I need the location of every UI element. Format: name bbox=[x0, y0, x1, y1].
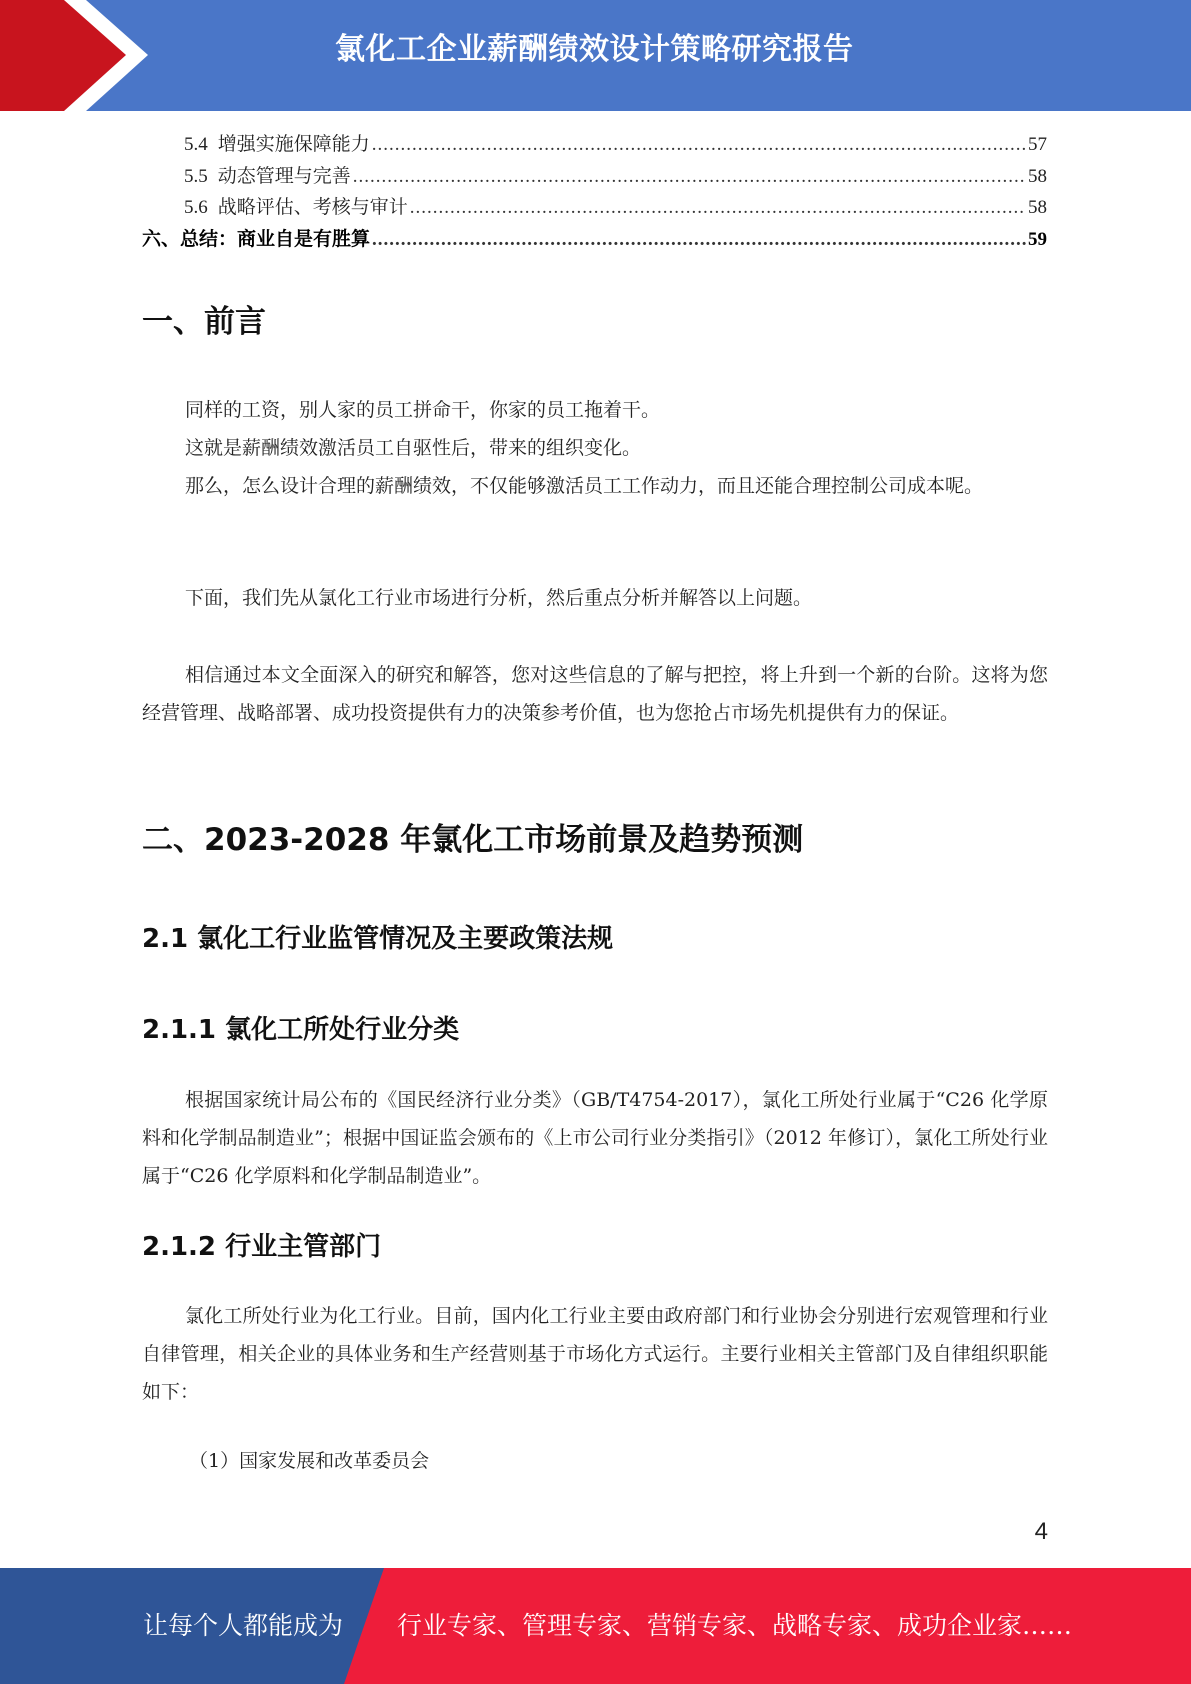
footer-slogan-right: 行业专家、管理专家、营销专家、战略专家、成功企业家…… bbox=[397, 1611, 1073, 1640]
paragraph: 下面，我们先从氯化工行业市场进行分析，然后重点分析并解答以上问题。 bbox=[185, 587, 813, 609]
toc-entry-5-5[interactable] bbox=[142, 161, 1047, 193]
toc-label: 动态管理与完善 bbox=[217, 165, 351, 187]
toc-number: 5.5 bbox=[184, 165, 208, 187]
paragraph: 相信通过本文全面深入的研究和解答，您对这些信息的了解与把控，将上升到一个新的台阶。这将为您经营管理、战略部署、成功投资提供有力的决策参考价值，也为您抢占市场先机提供有力的保证。 bbox=[142, 664, 1048, 724]
footer-slogan-left: 让每个人都能成为 bbox=[143, 1611, 344, 1640]
page-header bbox=[0, 0, 1191, 111]
report-title: 氯化工企业薪酬绩效设计策略研究报告 bbox=[335, 32, 854, 67]
toc-entry-5-6[interactable] bbox=[142, 192, 1047, 224]
paragraph: 那么，怎么设计合理的薪酬绩效，不仅能够激活员工工作动力，而且还能合理控制公司成本呢。 bbox=[185, 475, 984, 497]
paragraph: 同样的工资，别人家的员工拼命干，你家的员工拖着干。 bbox=[185, 399, 661, 421]
toc-number: 5.4 bbox=[184, 134, 208, 155]
table-of-contents bbox=[142, 129, 1047, 255]
paragraph: 氯化工所处行业为化工行业。目前，国内化工行业主要由政府部门和行业协会分别进行宏观管理和行业自律管理，相关企业的具体业务和生产经营则基于市场化方式运行。主要行业相关主管部门及自律组织职能如下： bbox=[142, 1305, 1048, 1403]
toc-page: 58 bbox=[1028, 197, 1047, 218]
heading-preface: 一、前言 bbox=[142, 304, 266, 340]
list-item: （1）国家发展和改革委员会 bbox=[189, 1450, 430, 1472]
toc-page: 58 bbox=[1028, 165, 1047, 187]
heading-market-forecast: 二、2023-2028 年氯化工市场前景及趋势预测 bbox=[142, 822, 804, 858]
page-number: 4 bbox=[1034, 1518, 1048, 1545]
toc-leader-dots bbox=[410, 197, 1026, 219]
toc-leader-dots bbox=[372, 229, 1026, 251]
heading-2-1-1: 2.1.1 氯化工所处行业分类 bbox=[142, 1015, 460, 1045]
toc-entry-6[interactable] bbox=[142, 224, 1047, 256]
toc-leader-dots bbox=[353, 166, 1026, 188]
toc-label: 战略评估、考核与审计 bbox=[217, 197, 408, 218]
paragraph: 这就是薪酬绩效激活员工自驱性后，带来的组织变化。 bbox=[185, 437, 642, 459]
heading-2-1-2: 2.1.2 行业主管部门 bbox=[142, 1232, 382, 1262]
toc-entry-5-4[interactable] bbox=[142, 129, 1047, 161]
toc-page: 59 bbox=[1028, 228, 1047, 250]
paragraph: 根据国家统计局公布的《国民经济行业分类》（GB/T4754-2017），氯化工所处行业属于“C26 化学原料和化学制品制造业”；根据中国证监会颁布的《上市公司行业分类指引》（2012 年修订），氯化工所处行业属于“C26 化学原料和化学制品制造业”。 bbox=[142, 1089, 1048, 1187]
toc-page: 57 bbox=[1028, 134, 1047, 155]
toc-label: 增强实施保障能力 bbox=[217, 134, 370, 155]
toc-label: 六、总结：商业自是有胜算 bbox=[142, 228, 371, 250]
toc-number: 5.6 bbox=[184, 197, 208, 218]
page-footer bbox=[0, 1568, 1191, 1684]
heading-2-1: 2.1 氯化工行业监管情况及主要政策法规 bbox=[142, 924, 614, 954]
toc-leader-dots bbox=[372, 134, 1026, 156]
